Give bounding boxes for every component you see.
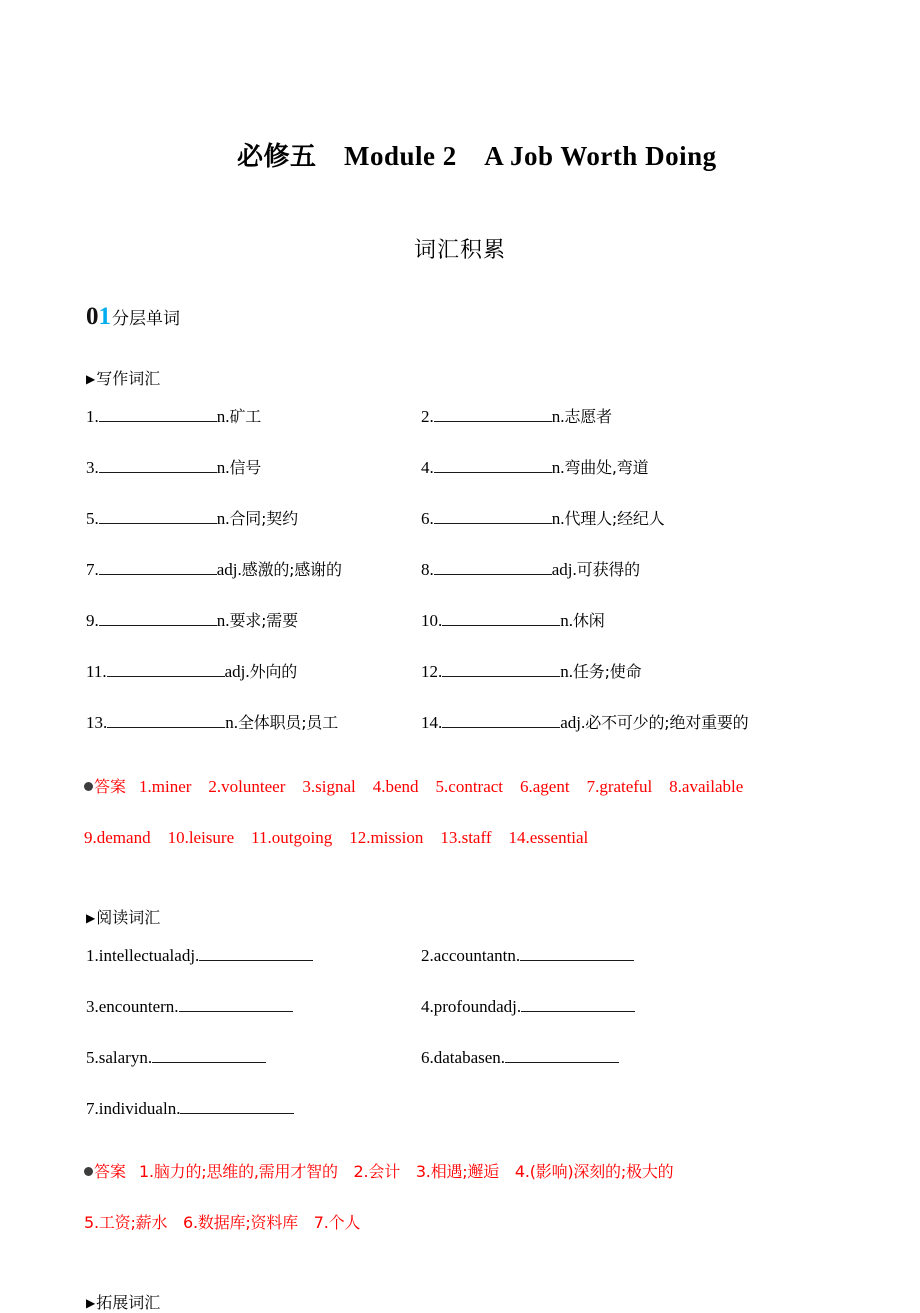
answer-blank[interactable] [521,994,635,1012]
writing-vocabulary-item [421,608,845,631]
writing-vocabulary-item [421,557,845,580]
chinese-gloss: 矿工 [229,407,262,427]
item-index: 3. [86,997,99,1017]
part-of-speech: n. [507,946,521,966]
writing-vocabulary-item [86,710,421,733]
section-number-one: 1 [98,303,111,331]
subsection-reading-label: 阅读词汇 [96,908,161,928]
part-of-speech: n. [225,713,238,733]
answer-blank[interactable] [434,557,552,575]
item-index: 3. [86,458,99,478]
chinese-gloss: 可获得的 [576,560,640,580]
reading-vocabulary-item [86,943,421,966]
subsection-extended-label: 拓展词汇 [96,1293,161,1313]
writing-answers-line-2 [84,828,845,874]
writing-answers-text-1: 1.miner 2.volunteer 3.signal 4.bend 5.contract 6.agent 7.grateful 8.available [139,777,744,797]
answer-blank[interactable] [99,557,217,575]
writing-answers-label: 答案 [94,777,127,797]
reading-vocabulary-item [86,994,421,1017]
reading-answers-text-1: 1.脑力的;思维的,需用才智的 2.会计 3.相遇;邂逅 4.(影响)深刻的;极大的 [139,1162,674,1182]
part-of-speech: adj. [551,560,577,580]
part-of-speech: n. [216,611,230,631]
english-word: intellectual [98,946,175,966]
chinese-gloss: 志愿者 [564,407,612,427]
answer-blank[interactable] [434,506,552,524]
part-of-speech: n. [216,458,230,478]
english-word: individual [98,1099,168,1119]
chinese-gloss: 休闲 [573,611,605,631]
reading-vocabulary-grid [75,927,845,1147]
part-of-speech: n. [551,509,565,529]
answer-blank[interactable] [99,506,217,524]
item-index: 2. [421,946,434,966]
vocabulary-row [86,659,845,710]
part-of-speech: adj. [496,997,522,1017]
chinese-gloss: 必不可少的;绝对重要的 [585,713,749,733]
answer-blank[interactable] [505,1045,619,1063]
item-index: 12. [421,662,443,682]
answer-blank[interactable] [520,943,634,961]
item-index: 2. [421,407,434,427]
reading-answers-block [75,1147,845,1259]
english-word: encounter [98,997,166,1017]
subsection-writing-label: 写作词汇 [96,369,161,389]
part-of-speech: adj. [216,560,242,580]
item-index: 7. [86,560,99,580]
part-of-speech: adj. [224,662,250,682]
chinese-gloss: 全体职员;员工 [238,713,338,733]
chinese-gloss: 要求;需要 [229,611,298,631]
section-header-layered-words [75,264,845,332]
item-index: 6. [421,1048,434,1068]
answer-blank[interactable] [434,455,552,473]
reading-answers-label: 答案 [94,1162,127,1182]
answer-blank[interactable] [199,943,313,961]
vocabulary-row [86,1045,845,1096]
english-word: profound [433,997,497,1017]
part-of-speech: n. [560,662,573,682]
vocabulary-row [86,710,845,761]
reading-vocabulary-item [421,943,845,966]
triangle-marker-icon: ▶ [86,1296,96,1311]
writing-answers-block [75,761,845,874]
part-of-speech: n. [216,407,230,427]
answer-blank[interactable] [107,710,225,728]
vocabulary-row [86,557,845,608]
triangle-marker-icon: ▶ [86,372,96,387]
writing-vocabulary-grid [75,388,845,761]
writing-vocabulary-item [86,608,421,631]
part-of-speech: n. [492,1048,506,1068]
writing-vocabulary-item [86,455,421,478]
reading-answers-line-2 [84,1213,845,1259]
english-word: salary [98,1048,140,1068]
title-module: Module 2 [344,140,457,171]
section-number-zero: 0 [86,303,99,331]
title-english: A Job Worth Doing [484,140,717,171]
writing-vocabulary-item [421,710,845,733]
answer-blank[interactable] [107,659,225,677]
chinese-gloss: 感激的;感谢的 [241,560,342,580]
vocabulary-row [86,1096,845,1147]
part-of-speech: n. [551,407,565,427]
vocabulary-row [86,994,845,1045]
answer-bullet-icon [84,782,93,791]
part-of-speech: n. [165,997,179,1017]
reading-vocabulary-item [86,1096,421,1119]
writing-answers-text-2: 9.demand 10.leisure 11.outgoing 12.mission 13.staff 14.essential [84,828,589,848]
item-index: 1. [86,407,99,427]
answer-blank[interactable] [442,659,560,677]
reading-vocabulary-item [421,994,845,1017]
reading-vocabulary-item [421,1045,845,1068]
section-label: 分层单词 [112,309,180,330]
subsection-writing-vocabulary [75,332,845,388]
writing-vocabulary-item [421,455,845,478]
answer-bullet-icon [84,1167,93,1176]
answer-blank[interactable] [434,404,552,422]
item-index: 1. [86,946,99,966]
item-index: 10. [421,611,443,631]
english-word: accountant [433,946,508,966]
subsection-extended-vocabulary [75,1259,845,1312]
item-index: 8. [421,560,434,580]
chinese-gloss: 任务;使命 [573,662,642,682]
answer-blank[interactable] [152,1045,266,1063]
chinese-gloss: 弯曲处,弯道 [564,458,649,478]
chinese-gloss: 外向的 [249,662,298,682]
item-index: 6. [421,509,434,529]
page-title [75,0,845,201]
item-index: 11. [86,662,107,682]
item-index: 4. [421,997,434,1017]
subsection-reading-vocabulary [75,874,845,927]
answer-blank[interactable] [99,608,217,626]
part-of-speech: n. [551,458,565,478]
part-of-speech: n. [167,1099,181,1119]
part-of-speech: n. [216,509,230,529]
vocabulary-row [86,455,845,506]
reading-vocabulary-item [86,1045,421,1068]
item-index: 14. [421,713,443,733]
chinese-gloss: 信号 [229,458,262,478]
vocabulary-row [86,404,845,455]
writing-vocabulary-item [421,659,845,682]
chinese-gloss: 合同;契约 [229,509,298,529]
answer-blank[interactable] [179,994,293,1012]
reading-answers-text-2: 5.工资;薪水 6.数据库;资料库 7.个人 [84,1213,361,1233]
answer-blank[interactable] [442,608,560,626]
writing-answers-line-1 [84,777,845,828]
vocabulary-row [86,608,845,659]
item-index: 4. [421,458,434,478]
part-of-speech: adj. [560,713,586,733]
triangle-marker-icon: ▶ [86,911,96,926]
answer-blank[interactable] [99,404,217,422]
writing-vocabulary-item [86,404,421,427]
part-of-speech: adj. [174,946,200,966]
vocabulary-row [86,506,845,557]
answer-blank[interactable] [99,455,217,473]
page-subtitle: 词汇积累 [413,238,506,264]
part-of-speech: n. [139,1048,153,1068]
vocabulary-row [86,943,845,994]
part-of-speech: n. [560,611,573,631]
item-index: 13. [86,713,108,733]
writing-vocabulary-item [421,404,845,427]
item-index: 5. [86,1048,99,1068]
item-index: 9. [86,611,99,631]
english-word: database [433,1048,493,1068]
writing-vocabulary-item [86,506,421,529]
answer-blank[interactable] [442,710,560,728]
writing-vocabulary-item [86,557,421,580]
writing-vocabulary-item [86,659,421,682]
writing-vocabulary-item [421,506,845,529]
title-chinese-prefix: 必修五 [237,141,317,172]
answer-blank[interactable] [180,1096,294,1114]
chinese-gloss: 代理人;经纪人 [564,509,665,529]
reading-answers-line-1 [84,1162,845,1213]
item-index: 5. [86,509,99,529]
item-index: 7. [86,1099,99,1119]
